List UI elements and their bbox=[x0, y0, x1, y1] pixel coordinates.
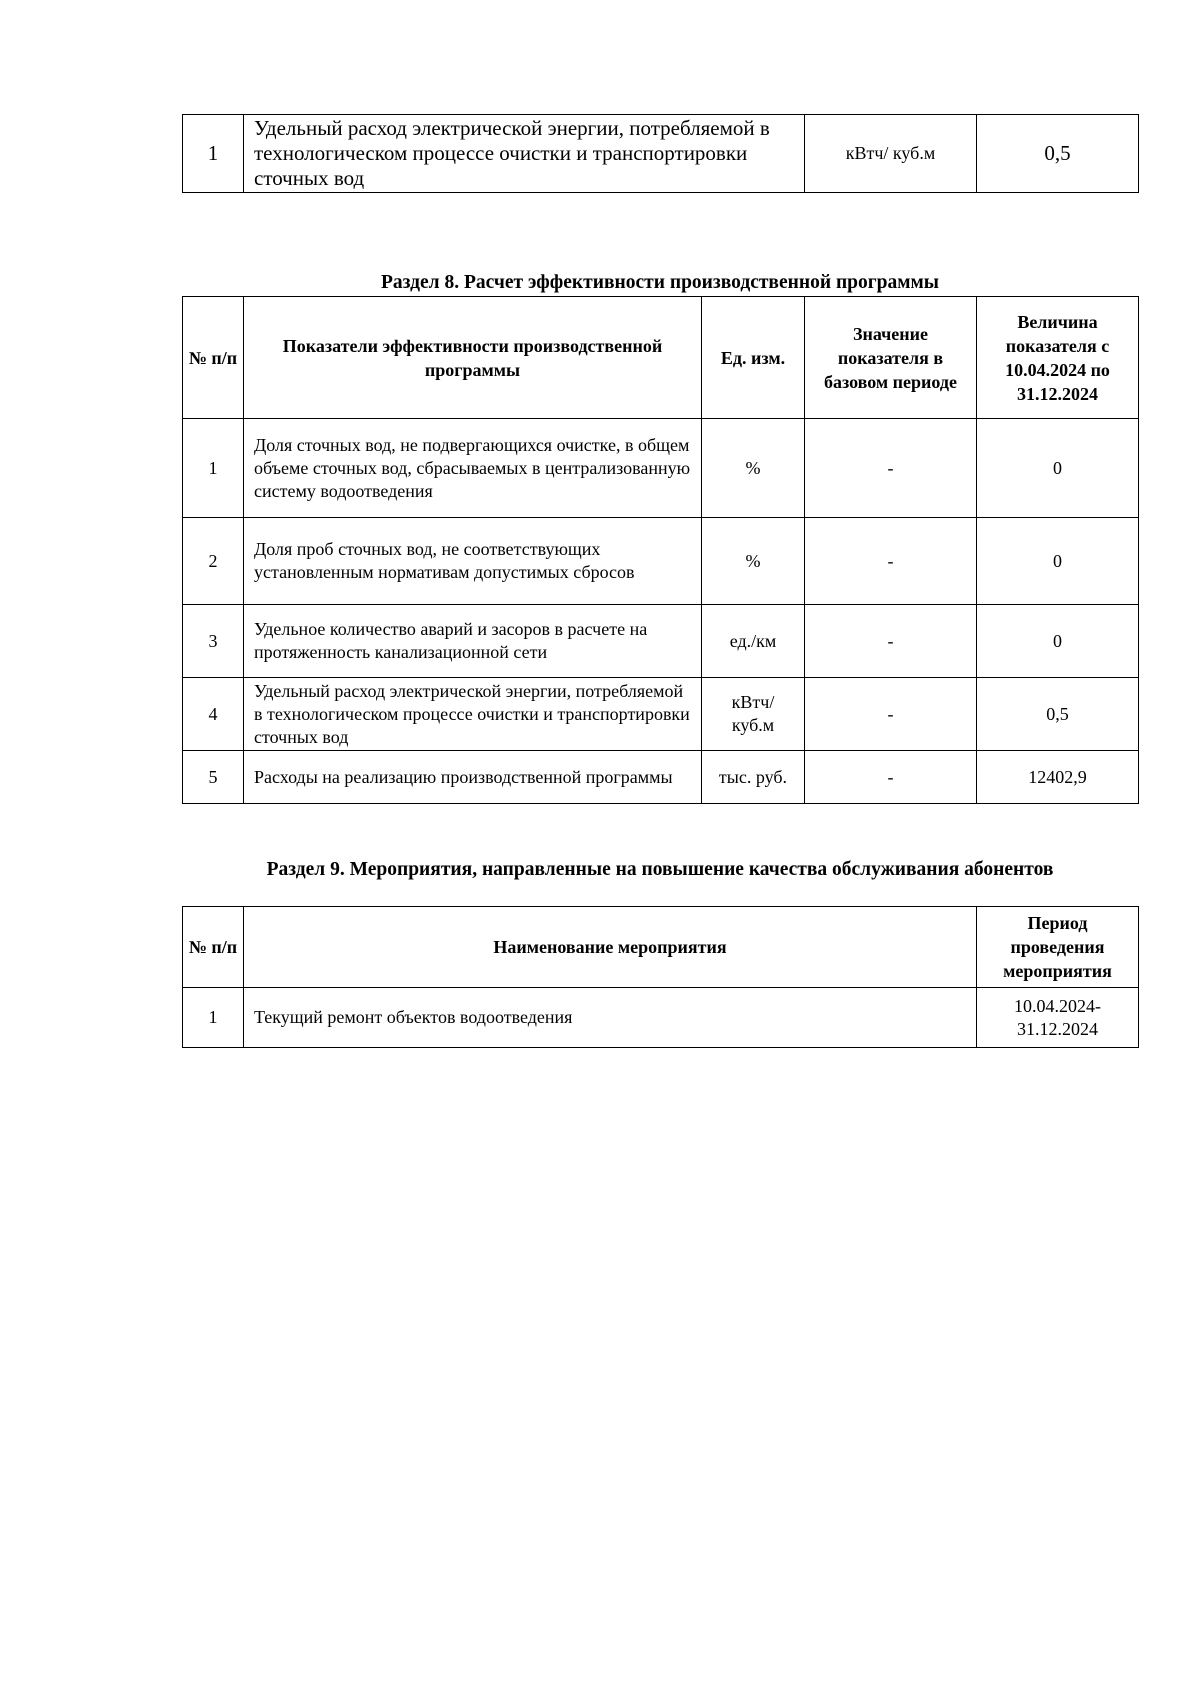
unit: % bbox=[702, 419, 805, 518]
table-row bbox=[183, 115, 1139, 193]
section-9-table bbox=[182, 906, 1139, 1048]
unit: кВтч/ куб.м bbox=[702, 678, 805, 751]
base-value: - bbox=[805, 751, 977, 804]
table-row bbox=[183, 988, 1139, 1048]
value: 0 bbox=[977, 605, 1139, 678]
row-number: 1 bbox=[183, 115, 244, 193]
header-num: № п/п bbox=[183, 907, 244, 988]
unit: % bbox=[702, 518, 805, 605]
previous-section-table bbox=[182, 114, 1139, 193]
base-value: - bbox=[805, 419, 977, 518]
table-row bbox=[183, 605, 1139, 678]
base-value: - bbox=[805, 678, 977, 751]
activity-period: 10.04.2024- 31.12.2024 bbox=[977, 988, 1139, 1048]
section-8-table bbox=[182, 296, 1139, 804]
table-row bbox=[183, 751, 1139, 804]
table-header-row bbox=[183, 907, 1139, 988]
unit: ед./км bbox=[702, 605, 805, 678]
row-number: 3 bbox=[183, 605, 244, 678]
table-row bbox=[183, 678, 1139, 751]
indicator-name: Расходы на реализацию производственной программы bbox=[244, 751, 702, 804]
unit: кВтч/ куб.м bbox=[805, 115, 977, 193]
activity-name: Текущий ремонт объектов водоотведения bbox=[244, 988, 977, 1048]
table-header-row bbox=[183, 297, 1139, 419]
header-indicator: Показатели эффективности производственной программы bbox=[244, 297, 702, 419]
base-value: - bbox=[805, 605, 977, 678]
table-row bbox=[183, 518, 1139, 605]
header-base-value: Значение показателя в базовом периоде bbox=[805, 297, 977, 419]
unit: тыс. руб. bbox=[702, 751, 805, 804]
value: 0 bbox=[977, 518, 1139, 605]
header-value: Величина показателя с 10.04.2024 по 31.12.2024 bbox=[977, 297, 1139, 419]
row-number: 4 bbox=[183, 678, 244, 751]
section-9-title: Раздел 9. Мероприятия, направленные на повышение качества обслуживания абонентов bbox=[266, 859, 1054, 880]
header-unit: Ед. изм. bbox=[702, 297, 805, 419]
indicator-name: Доля сточных вод, не подвергающихся очистке, в общем объеме сточных вод, сбрасываемых в централизованную систему водоотведения bbox=[244, 419, 702, 518]
section-8-title: Раздел 8. Расчет эффективности производственной программы bbox=[380, 272, 940, 293]
value: 0 bbox=[977, 419, 1139, 518]
header-num: № п/п bbox=[183, 297, 244, 419]
header-period: Период проведения мероприятия bbox=[977, 907, 1139, 988]
indicator-name: Удельное количество аварий и засоров в расчете на протяженность канализационной сети bbox=[244, 605, 702, 678]
indicator-name: Удельный расход электрической энергии, потребляемой в технологическом процессе очистки и транспортировки сточных вод bbox=[244, 115, 805, 193]
value: 12402,9 bbox=[977, 751, 1139, 804]
indicator-name: Доля проб сточных вод, не соответствующих установленным нормативам допустимых сбросов bbox=[244, 518, 702, 605]
header-activity-name: Наименование мероприятия bbox=[244, 907, 977, 988]
base-value: - bbox=[805, 518, 977, 605]
row-number: 5 bbox=[183, 751, 244, 804]
value: 0,5 bbox=[977, 678, 1139, 751]
indicator-name: Удельный расход электрической энергии, потребляемой в технологическом процессе очистки и транспортировки сточных вод bbox=[244, 678, 702, 751]
value: 0,5 bbox=[977, 115, 1139, 193]
row-number: 1 bbox=[183, 988, 244, 1048]
table-row bbox=[183, 419, 1139, 518]
row-number: 1 bbox=[183, 419, 244, 518]
row-number: 2 bbox=[183, 518, 244, 605]
